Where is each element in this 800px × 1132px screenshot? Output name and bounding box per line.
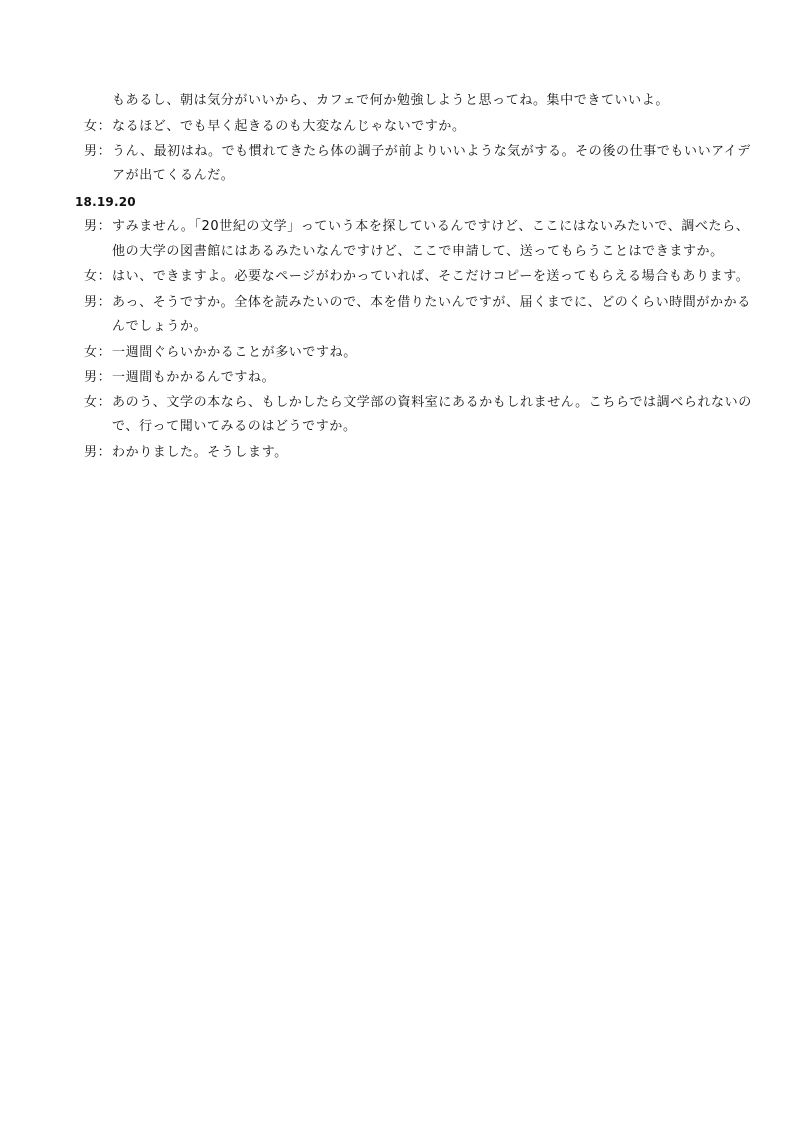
dialogue-continuation-text: もあるし、朝は気分がいいから、カフェで何か勉強しようと思ってね。集中できていいよ。 <box>112 93 669 108</box>
speaker-label: 男： <box>84 445 112 460</box>
dialogue-text: わかりました。そうします。 <box>112 445 288 460</box>
speaker-label: 女： <box>84 269 112 284</box>
speaker-label: 女： <box>84 345 112 360</box>
speaker-label: 男： <box>84 295 112 310</box>
dialogue-continuation-text: アが出てくるんだ。 <box>112 168 235 183</box>
dialogue-text: 一週間もかかるんですね。 <box>112 370 276 385</box>
dialogue-text: あっ、そうですか。全体を読みたいので、本を借りたいんですが、届くまでに、どのくらい時間がかかる <box>112 295 751 310</box>
dialogue-continuation-text: んでしょうか。 <box>112 319 208 334</box>
section-heading: 18.19.20 <box>75 195 136 209</box>
speaker-label: 女： <box>84 395 112 410</box>
speaker-label: 男： <box>84 144 112 159</box>
speaker-label: 男： <box>84 370 112 385</box>
dialogue-text: すみません。「20世紀の文学」っていう本を探しているんですけど、ここにはないみたいで、調べたら、 <box>112 219 750 234</box>
dialogue-continuation-text: で、行って聞いてみるのはどうですか。 <box>112 419 357 434</box>
dialogue-text: 一週間ぐらいかかることが多いですね。 <box>112 345 357 360</box>
dialogue-text: うん、最初はね。でも慣れてきたら体の調子が前よりいいような気がする。その後の仕事でもいいアイデ <box>112 144 751 159</box>
speaker-label: 男： <box>84 219 112 234</box>
dialogue-text: はい、できますよ。必要なページがわかっていれば、そこだけコピーを送ってもらえる場合もあります。 <box>112 269 750 284</box>
dialogue-text: あのう、文学の本なら、もしかしたら文学部の資料室にあるかもしれません。こちらでは調べられないの <box>112 395 752 410</box>
speaker-label: 女： <box>84 119 112 134</box>
dialogue-continuation-text: 他の大学の図書館にはあるみたいなんですけど、ここで申請して、送ってもらうことはできますか。 <box>112 244 724 259</box>
dialogue-text: なるほど、でも早く起きるのも大変なんじゃないですか。 <box>112 119 466 134</box>
